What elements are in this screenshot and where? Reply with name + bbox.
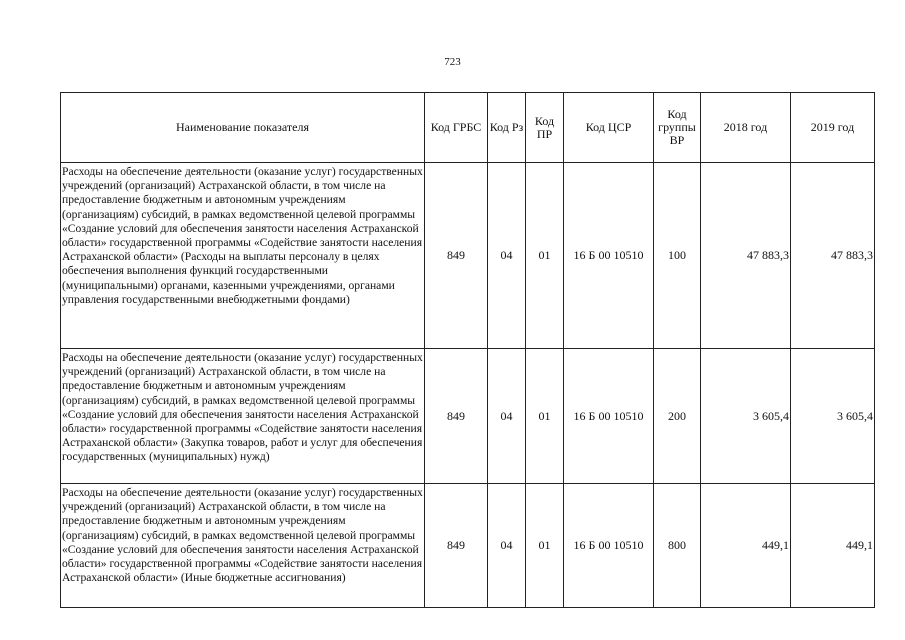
row-rz: 04	[488, 484, 526, 608]
row-pr: 01	[526, 163, 564, 349]
row-2018: 47 883,3	[701, 163, 791, 349]
header-rz: Код Рз	[488, 93, 526, 163]
table-header-row	[61, 93, 875, 163]
header-csr: Код ЦСР	[564, 93, 654, 163]
table-row	[61, 163, 875, 349]
row-name: Расходы на обеспечение деятельности (оказание услуг) государственных учреждений (организаций) Астраханской области, в том числе на предоставление бюджетным и автономным учреждениям (организациям) субсидий, в рамках ведомственной целевой программы «Создание условий для обеспечения занятости населения Астраханской области» государственной программы «Содействие занятости населения Астраханской области» (Закупка товаров, работ и услуг для обеспечения государственных (муниципальных) нужд)	[61, 349, 425, 484]
header-2018: 2018 год	[701, 93, 791, 163]
row-2018: 3 605,4	[701, 349, 791, 484]
row-grbs: 849	[425, 484, 488, 608]
budget-table	[60, 92, 875, 608]
row-rz: 04	[488, 163, 526, 349]
header-name: Наименование показателя	[61, 93, 425, 163]
row-rz: 04	[488, 349, 526, 484]
row-pr: 01	[526, 349, 564, 484]
header-pr: Код ПР	[526, 93, 564, 163]
table-row	[61, 349, 875, 484]
header-2019: 2019 год	[791, 93, 875, 163]
row-vr: 800	[654, 484, 701, 608]
row-2019: 449,1	[791, 484, 875, 608]
row-vr: 200	[654, 349, 701, 484]
row-name: Расходы на обеспечение деятельности (оказание услуг) государственных учреждений (организаций) Астраханской области, в том числе на предоставление бюджетным и автономным учреждениям (организациям) субсидий, в рамках ведомственной целевой программы «Создание условий для обеспечения занятости населения Астраханской области» государственной программы «Содействие занятости населения Астраханской области» (Иные бюджетные ассигнования)	[61, 484, 425, 608]
row-pr: 01	[526, 484, 564, 608]
row-2018: 449,1	[701, 484, 791, 608]
row-grbs: 849	[425, 349, 488, 484]
page-number: 723	[444, 56, 461, 68]
header-vr: Код группы ВР	[654, 93, 701, 163]
row-2019: 47 883,3	[791, 163, 875, 349]
row-vr: 100	[654, 163, 701, 349]
row-name: Расходы на обеспечение деятельности (оказание услуг) государственных учреждений (организаций) Астраханской области, в том числе на предоставление бюджетным и автономным учреждениям (организациям) субсидий, в рамках ведомственной целевой программы «Создание условий для обеспечения занятости населения Астраханской области» государственной программы «Содействие занятости населения Астраханской области» (Расходы на выплаты персоналу в целях обеспечения выполнения функций государственными (муниципальными) органами, казенными учреждениями, органами управления государственными внебюджетными фондами)	[61, 163, 425, 349]
row-2019: 3 605,4	[791, 349, 875, 484]
row-csr: 16 Б 00 10510	[564, 484, 654, 608]
row-csr: 16 Б 00 10510	[564, 163, 654, 349]
header-grbs: Код ГРБС	[425, 93, 488, 163]
table-row	[61, 484, 875, 608]
row-grbs: 849	[425, 163, 488, 349]
row-csr: 16 Б 00 10510	[564, 349, 654, 484]
